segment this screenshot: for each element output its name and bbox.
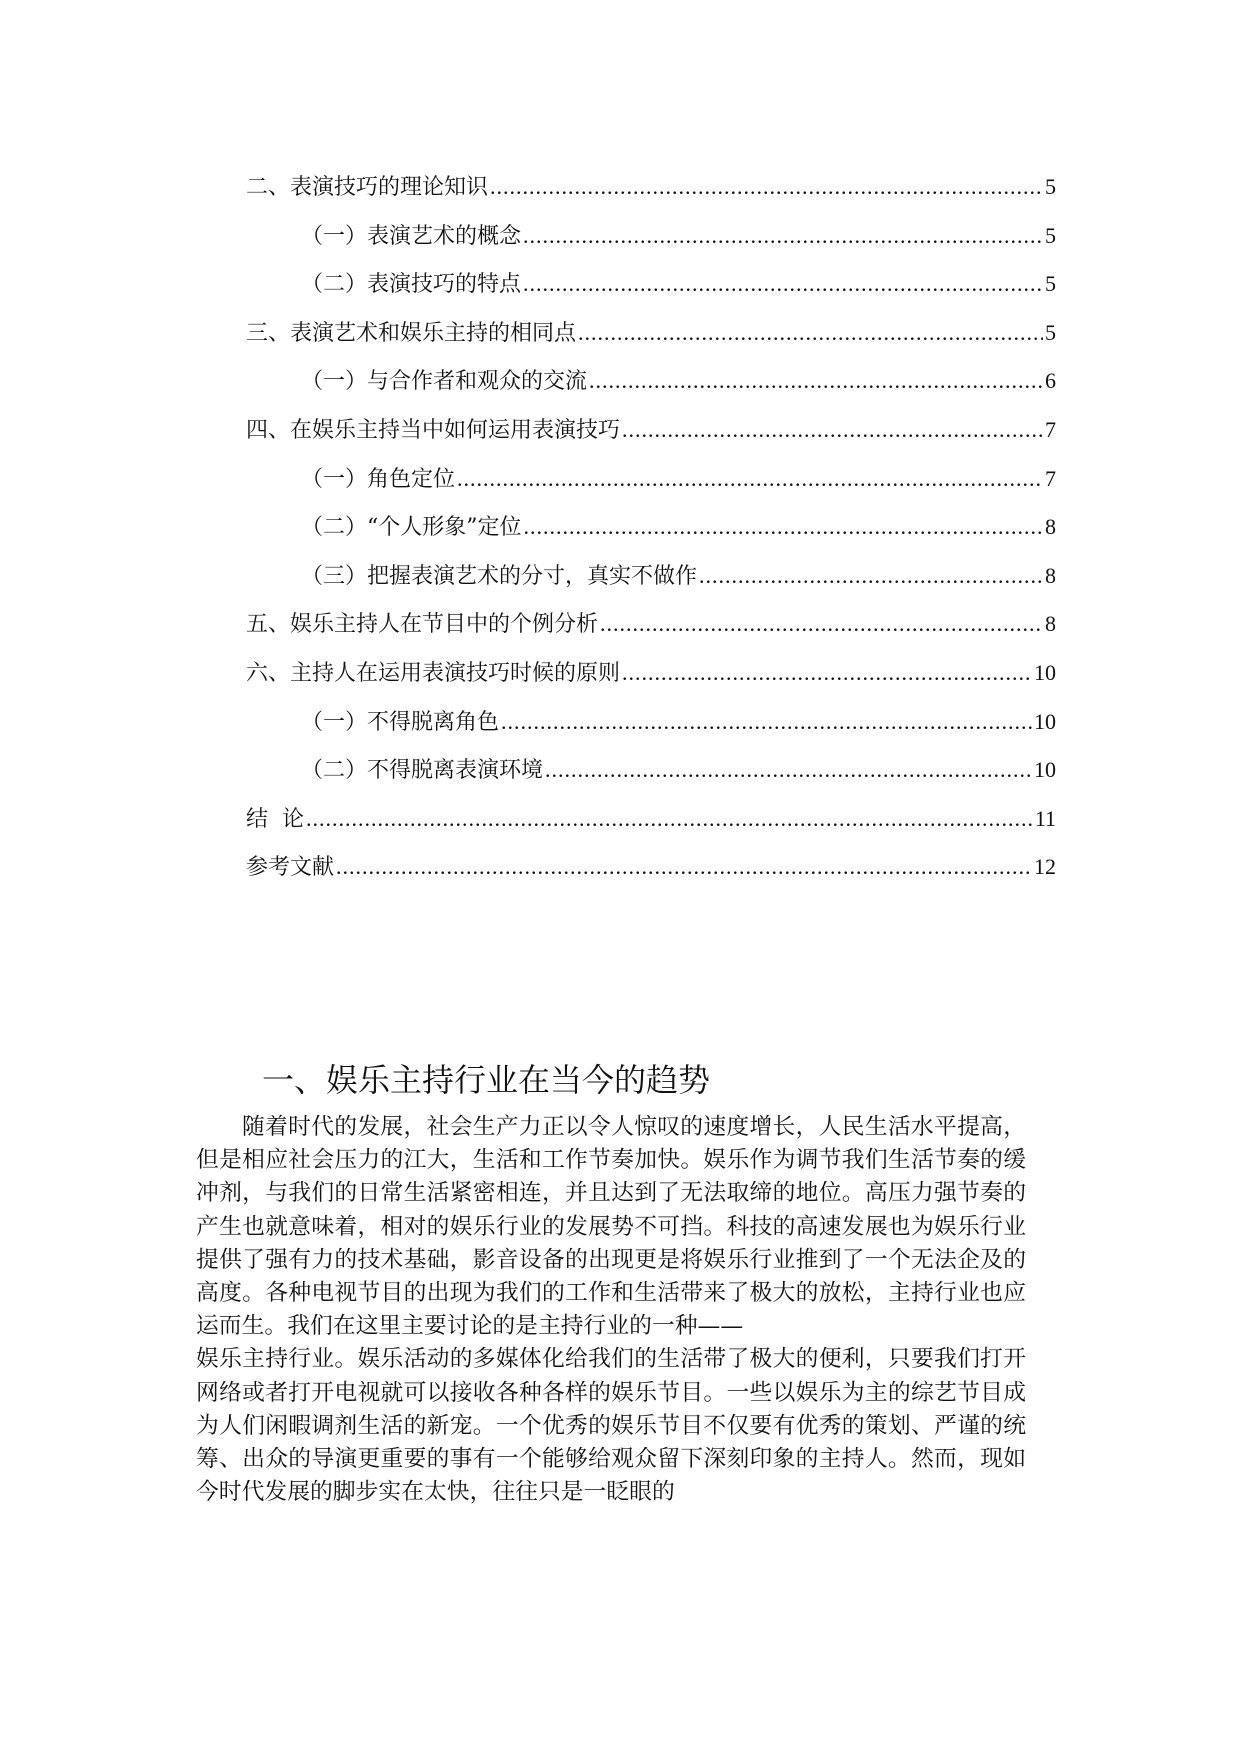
toc-dot-leader: [306, 795, 1033, 844]
toc-entry-title: 二、表演技巧的理论知识: [246, 175, 489, 200]
toc-entry[interactable]: [246, 600, 1056, 649]
toc-entry[interactable]: [246, 795, 1056, 844]
section-body: [196, 1111, 1026, 1509]
toc-dot-leader: [523, 212, 1043, 261]
toc-entry[interactable]: [246, 746, 1056, 795]
toc-dot-leader: [501, 698, 1032, 747]
body-paragraph: 随着时代的发展，社会生产力正以令人惊叹的速度增长，人民生活水平提高，但是相应社会压力的江大，生活和工作节奏加快。娱乐作为调节我们生活节奏的缓冲剂，与我们的日常生活紧密相连，并且达到了无法取缔的地位。高压力强节奏的产生也就意味着，相对的娱乐行业的发展势不可挡。科技的高速发展也为娱乐行业提供了强有力的技术基础，影音设备的出现更是将娱乐行业推到了一个无法企及的高度。各种电视节目的出现为我们的工作和生活带来了极大的放松，主持行业也应运而生。我们在这里主要讨论的是主持行业的一种——: [196, 1114, 1026, 1340]
toc-entry-title: 六、主持人在运用表演技巧时候的原则: [246, 660, 621, 686]
body-paragraph: 娱乐主持行业。娱乐活动的多媒体化给我们的生活带了极大的便利，只要我们打开网络或者打开电视就可以接收各种各样的娱乐节目。一些以娱乐为主的综艺节目成为人们闲暇调剂生活的新宠。一个优秀的娱乐节目不仅要有优秀的策划、严谨的统筹、出众的导演更重要的事有一个能够给观众留下深刻印象的主持人。然而，现如今时代发展的脚步实在太快，往往只是一眨眼的: [196, 1346, 1026, 1506]
toc-entry-title: 三、表演艺术和娱乐主持的相同点: [246, 320, 577, 346]
toc-entry-page: 5: [1045, 222, 1056, 248]
toc-entry-title: 五、娱乐主持人在节目中的个例分析: [246, 612, 599, 638]
toc-entry-title: （二）表演技巧的特点: [301, 272, 522, 298]
toc-entry-page: 5: [1045, 319, 1056, 345]
toc-dot-leader: [622, 406, 1043, 455]
toc-entry-page: 10: [1034, 708, 1056, 734]
toc-entry-title: 结 论: [246, 806, 304, 832]
toc-dot-leader: [523, 260, 1043, 309]
section-heading: 一、娱乐主持行业在当今的趋势: [262, 1061, 711, 1099]
toc-entry[interactable]: [246, 503, 1056, 552]
toc-entry-title: （二）不得脱离表演环境: [301, 758, 544, 784]
toc-entry[interactable]: [246, 309, 1056, 358]
toc-entry-page: 8: [1045, 514, 1056, 540]
toc-entry[interactable]: [246, 212, 1056, 261]
toc-entry-page: 10: [1034, 757, 1056, 783]
toc-entry-page: 7: [1045, 465, 1056, 491]
toc-entry[interactable]: [246, 455, 1056, 504]
toc-entry[interactable]: [246, 260, 1056, 309]
toc-dot-leader: [490, 163, 1043, 212]
toc-entry[interactable]: [246, 406, 1056, 455]
toc-entry-page: 11: [1034, 805, 1056, 831]
toc-entry-page: 10: [1034, 659, 1056, 685]
toc-entry-title: （三）把握表演艺术的分寸，真实不做作: [301, 563, 698, 589]
toc-entry[interactable]: [246, 552, 1056, 601]
toc-dot-leader: [578, 309, 1043, 358]
toc-entry[interactable]: [246, 698, 1056, 747]
toc-entry-title: （一）与合作者和观众的交流: [301, 369, 588, 395]
toc-entry[interactable]: [246, 163, 1056, 212]
toc-entry-title: （一）表演艺术的概念: [301, 223, 522, 249]
toc-entry[interactable]: [246, 357, 1056, 406]
toc-entry[interactable]: [246, 843, 1056, 892]
toc-entry-title: （一）不得脱离角色: [301, 709, 500, 735]
toc-entry-title: 参考文献: [246, 855, 335, 881]
toc-entry-page: 5: [1045, 174, 1056, 199]
toc-entry-page: 12: [1034, 854, 1056, 880]
toc-dot-leader: [622, 649, 1032, 698]
toc-entry-page: 8: [1045, 611, 1056, 637]
toc-entry[interactable]: [246, 649, 1056, 698]
toc-entry-page: 8: [1045, 562, 1056, 588]
toc-dot-leader: [545, 746, 1032, 795]
toc-dot-leader: [457, 455, 1043, 504]
toc-entry-page: 5: [1045, 271, 1056, 297]
toc-entry-page: 7: [1045, 416, 1056, 442]
toc-dot-leader: [699, 552, 1043, 601]
toc-entry-title: 四、在娱乐主持当中如何运用表演技巧: [246, 417, 621, 443]
table-of-contents: [246, 163, 1056, 892]
toc-dot-leader: [600, 600, 1043, 649]
toc-entry-title: （二）“个人形象”定位: [301, 515, 522, 541]
toc-dot-leader: [336, 843, 1032, 892]
toc-dot-leader: [589, 357, 1043, 406]
toc-entry-page: 6: [1045, 368, 1056, 394]
toc-dot-leader: [524, 503, 1044, 552]
toc-entry-title: （一）角色定位: [301, 466, 456, 492]
